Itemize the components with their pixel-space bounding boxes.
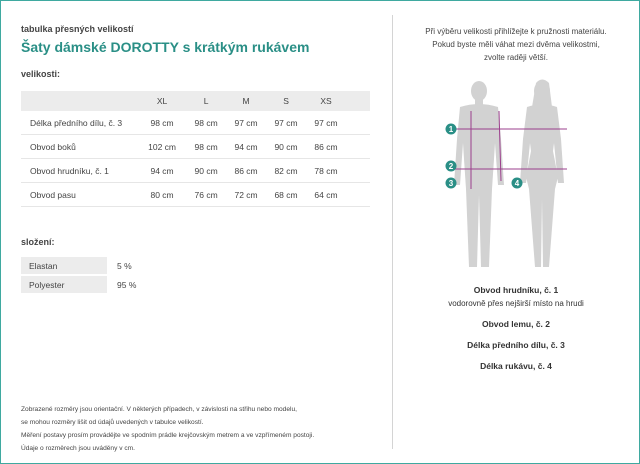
table-cell: 98 cm: [186, 111, 226, 135]
row-label: Obvod boků: [21, 135, 138, 159]
column-header: XL: [138, 91, 186, 111]
footnote-line: se mohou rozměry lišit od údajů uvedených v tabulce velikostí.: [21, 419, 204, 426]
subtitle: tabulka přesných velikostí: [21, 24, 134, 34]
footnote: [21, 403, 373, 455]
spacer-cell: [346, 183, 370, 207]
composition-row: [21, 257, 136, 274]
column-header: S: [266, 91, 306, 111]
row-label: Délka předního dílu, č. 3: [21, 111, 138, 135]
panel-divider: [392, 15, 393, 449]
left-panel: [21, 1, 373, 463]
right-panel: [401, 1, 631, 463]
table-row: [21, 135, 370, 159]
table-row: [21, 111, 370, 135]
table-row: [21, 183, 370, 207]
table-cell: 82 cm: [266, 159, 306, 183]
header-spacer-cell: [346, 91, 370, 111]
column-header: L: [186, 91, 226, 111]
table-cell: 97 cm: [266, 111, 306, 135]
marker-4-icon: [512, 178, 523, 189]
spacer-cell: [346, 135, 370, 159]
table-cell: 90 cm: [266, 135, 306, 159]
body-measurement-figure: [441, 77, 581, 273]
legend-label-2: Obvod lemu, č. 2: [481, 319, 551, 329]
composition-label: složení:: [21, 237, 55, 247]
composition-row: [21, 276, 136, 293]
marker-4-label: 4: [514, 179, 520, 188]
legend-label-1: Obvod hrudníku, č. 1: [473, 285, 559, 295]
marker-1-icon: [446, 124, 457, 135]
spacer-cell: [346, 159, 370, 183]
marker-2-icon: [446, 161, 457, 172]
marker-1-label: 1: [448, 125, 454, 134]
table-cell: 80 cm: [138, 183, 186, 207]
composition-table: [21, 255, 136, 295]
table-cell: 86 cm: [226, 159, 266, 183]
fit-note-line: zvolte raději větší.: [483, 53, 549, 62]
footnote-line: Zobrazené rozměry jsou orientační. V některých případech, v závislosti na střihu nebo modelu,: [21, 406, 297, 413]
column-header: XS: [306, 91, 346, 111]
female-silhouette: [520, 80, 564, 268]
marker-2-label: 2: [448, 162, 454, 171]
table-cell: 97 cm: [226, 111, 266, 135]
legend-label-4: Délka rukávu, č. 4: [480, 361, 552, 371]
table-cell: 78 cm: [306, 159, 346, 183]
male-silhouette: [454, 81, 504, 267]
material-name: Elastan: [21, 257, 107, 274]
legend-desc-1: vodorovně přes nejširší místo na hrudi: [448, 299, 584, 308]
footnote-line: Měření postavy prosím provádějte ve spodním prádle krejčovským metrem a ve vzpřímeném postoji.: [21, 432, 315, 439]
table-cell: 68 cm: [266, 183, 306, 207]
table-cell: 98 cm: [186, 135, 226, 159]
fit-note-line: Pokud byste měli váhat mezi dvěma velikostmi,: [432, 40, 600, 49]
marker-3-label: 3: [448, 179, 454, 188]
table-cell: 94 cm: [226, 135, 266, 159]
material-percent: 95 %: [117, 279, 137, 290]
material-name: Polyester: [21, 276, 107, 293]
size-table-header: [21, 91, 370, 111]
table-cell: 94 cm: [138, 159, 186, 183]
table-cell: 102 cm: [138, 135, 186, 159]
column-header: M: [226, 91, 266, 111]
product-title: Šaty dámské DOROTTY s krátkým rukávem: [21, 39, 310, 55]
size-table: [21, 91, 370, 207]
header-empty-cell: [21, 91, 138, 111]
table-cell: 97 cm: [306, 111, 346, 135]
sizes-label: velikosti:: [21, 69, 61, 79]
footnote-line: Údaje o rozměrech jsou uváděny v cm.: [21, 445, 135, 452]
table-cell: 76 cm: [186, 183, 226, 207]
fit-note: [401, 25, 631, 64]
legend-label-3: Délka předního dílu, č. 3: [467, 340, 565, 350]
fit-note-line: Při výběru velikosti přihlížejte k pružnosti materiálu.: [425, 27, 607, 36]
material-percent: 5 %: [117, 260, 132, 271]
row-label: Obvod pasu: [21, 183, 138, 207]
table-cell: 90 cm: [186, 159, 226, 183]
table-cell: 98 cm: [138, 111, 186, 135]
table-cell: 86 cm: [306, 135, 346, 159]
spacer-cell: [346, 111, 370, 135]
marker-3-icon: [446, 178, 457, 189]
table-cell: 72 cm: [226, 183, 266, 207]
row-label: Obvod hrudníku, č. 1: [21, 159, 138, 183]
table-cell: 64 cm: [306, 183, 346, 207]
table-row: [21, 159, 370, 183]
measurement-legend: [401, 285, 631, 371]
